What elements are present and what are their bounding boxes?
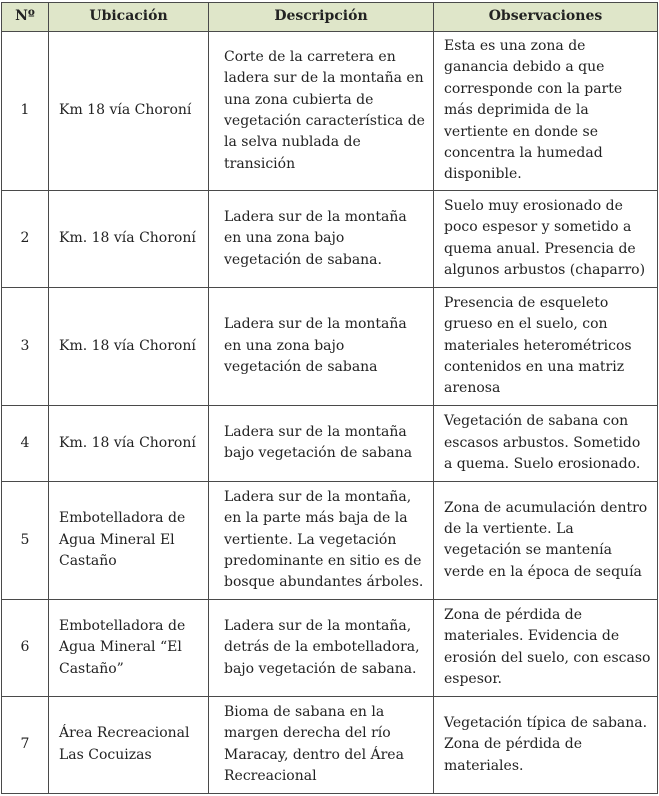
header-observations: Observaciones (434, 3, 658, 32)
row-number: 6 (2, 599, 49, 696)
table-row (2, 405, 658, 481)
row-description: Bioma de sabana en la margen derecha del río Maracay, dentro del Área Recreacional (209, 696, 434, 793)
header-description: Descripción (209, 3, 434, 32)
table-row (2, 481, 658, 599)
row-observations: Zona de pérdida de materiales. Evidencia de erosión del suelo, con escaso espesor. (434, 599, 658, 696)
table-row (2, 32, 658, 191)
table-row (2, 696, 658, 793)
table-row (2, 287, 658, 405)
row-observations: Presencia de esqueleto grueso en el suelo, con materiales heterométricos contenidos en una matriz arenosa (434, 287, 658, 405)
row-observations: Suelo muy erosionado de poco espesor y sometido a quema anual. Presencia de algunos arbustos (chaparro) (434, 190, 658, 287)
row-number: 3 (2, 287, 49, 405)
row-number: 1 (2, 32, 49, 191)
row-location: Embotelladora de Agua Mineral El Castaño (49, 481, 209, 599)
row-location: Km. 18 vía Choroní (49, 190, 209, 287)
row-number: 2 (2, 190, 49, 287)
row-description: Ladera sur de la montaña en una zona bajo vegetación de sabana (209, 287, 434, 405)
row-location: Km. 18 vía Choroní (49, 287, 209, 405)
row-description: Ladera sur de la montaña, detrás de la embotelladora, bajo vegetación de sabana. (209, 599, 434, 696)
row-number: 5 (2, 481, 49, 599)
row-number: 4 (2, 405, 49, 481)
header-number: Nº (2, 3, 49, 32)
row-observations: Zona de acumulación dentro de la vertiente. La vegetación se mantenía verde en la época de sequía (434, 481, 658, 599)
table-row (2, 599, 658, 696)
row-description: Ladera sur de la montaña, en la parte más baja de la vertiente. La vegetación predominante en sitio es de bosque abundantes árboles. (209, 481, 434, 599)
locations-table (1, 2, 658, 794)
row-observations: Esta es una zona de ganancia debido a que corresponde con la parte más deprimida de la vertiente en donde se concentra la humedad disponible. (434, 32, 658, 191)
row-description: Ladera sur de la montaña bajo vegetación de sabana (209, 405, 434, 481)
header-row (2, 3, 658, 32)
row-observations: Vegetación típica de sabana. Zona de pérdida de materiales. (434, 696, 658, 793)
row-location: Área Recreacional Las Cocuizas (49, 696, 209, 793)
row-observations: Vegetación de sabana con escasos arbustos. Sometido a quema. Suelo erosionado. (434, 405, 658, 481)
row-location: Km 18 vía Choroní (49, 32, 209, 191)
row-location: Embotelladora de Agua Mineral “El Castaño” (49, 599, 209, 696)
row-location: Km. 18 vía Choroní (49, 405, 209, 481)
header-location: Ubicación (49, 3, 209, 32)
row-description: Ladera sur de la montaña en una zona bajo vegetación de sabana. (209, 190, 434, 287)
row-description: Corte de la carretera en ladera sur de la montaña en una zona cubierta de vegetación característica de la selva nublada de transición (209, 32, 434, 191)
row-number: 7 (2, 696, 49, 793)
table-row (2, 190, 658, 287)
